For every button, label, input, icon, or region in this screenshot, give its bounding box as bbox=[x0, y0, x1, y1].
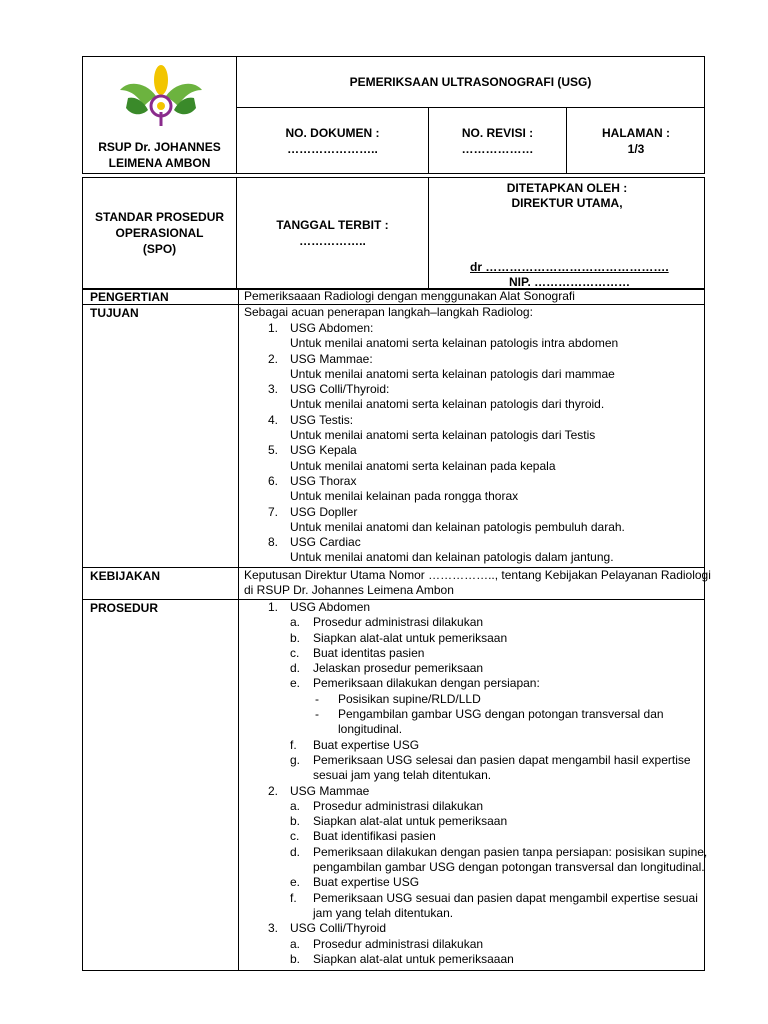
substep-letter: b. bbox=[290, 951, 301, 966]
nip-line: NIP. …………………… bbox=[509, 275, 631, 289]
item-number: 8. bbox=[267, 535, 278, 550]
item-title: USG Mammae: bbox=[290, 351, 373, 366]
tujuan-item-desc bbox=[0, 459, 705, 474]
halaman-cell bbox=[567, 108, 705, 174]
substep-letter: f. bbox=[290, 890, 297, 905]
tujuan-item-desc bbox=[0, 489, 705, 504]
tujuan-item-desc bbox=[0, 336, 705, 351]
pengertian-text: Pemeriksaaan Radiologi dengan menggunakan Alat Sonografi bbox=[244, 289, 575, 303]
pengertian-label: PENGERTIAN bbox=[90, 290, 169, 304]
tujuan-item bbox=[0, 443, 705, 458]
prosedur-row bbox=[0, 661, 705, 676]
substep-text: Jelaskan prosedur pemeriksaan bbox=[313, 661, 484, 676]
step-number: 1. bbox=[267, 600, 278, 614]
item-description: Untuk menilai kelainan pada rongga thorax bbox=[290, 489, 519, 504]
prosedur-row bbox=[0, 692, 705, 707]
tujuan-item bbox=[0, 535, 705, 550]
bullet-text: longitudinal. bbox=[338, 722, 403, 737]
prosedur-row bbox=[0, 738, 705, 753]
substep-text: Buat identifikasi pasien bbox=[313, 829, 436, 844]
prosedur-row bbox=[0, 784, 705, 799]
no-revisi-value: ……………… bbox=[461, 142, 534, 156]
substep-text: Prosedur administrasi dilakukan bbox=[313, 798, 484, 813]
prosedur-row bbox=[0, 921, 705, 936]
substep-text: jam yang telah ditentukan. bbox=[313, 905, 454, 920]
no-dokumen-cell bbox=[237, 108, 428, 174]
substep-text: pengambilan gambar USG dengan potongan transversal dan longitudinal. bbox=[313, 860, 705, 875]
prosedur-row bbox=[0, 646, 705, 661]
step-title: USG Mammae bbox=[290, 783, 370, 798]
item-description: Untuk menilai anatomi serta kelainan patologis dari thyroid. bbox=[290, 397, 605, 412]
prosedur-row bbox=[0, 814, 705, 829]
hospital-name: RSUP Dr. JOHANNES LEIMENA AMBON bbox=[98, 140, 221, 170]
halaman-label: HALAMAN : bbox=[602, 126, 670, 140]
tujuan-item-desc bbox=[0, 520, 705, 535]
item-number: 6. bbox=[267, 473, 278, 488]
substep-text: Pemeriksaan dilakukan dengan persiapan: bbox=[313, 676, 540, 691]
bullet-text: Pengambilan gambar USG dengan potongan transversal dan bbox=[338, 707, 664, 722]
substep-text: Pemeriksaan dilakukan dengan pasien tanpa persiapan: posisikan supine, bbox=[313, 844, 708, 859]
item-number: 5. bbox=[267, 443, 278, 458]
prosedur-row bbox=[0, 753, 705, 768]
bullet-dash: - bbox=[315, 707, 319, 722]
substep-text: Siapkan alat-alat untuk pemeriksaan bbox=[313, 814, 508, 829]
tujuan-item-desc bbox=[0, 367, 705, 382]
prosedur-row bbox=[0, 799, 705, 814]
substep-text: Siapkan alat-alat untuk pemeriksaaan bbox=[313, 951, 514, 966]
kebijakan-label: KEBIJAKAN bbox=[90, 569, 161, 583]
substep-text: Buat expertise USG bbox=[313, 737, 420, 752]
substep-letter: a. bbox=[290, 798, 301, 813]
tujuan-intro: Sebagai acuan penerapan langkah–langkah Radiolog: bbox=[244, 305, 533, 319]
hospital-logo bbox=[116, 62, 206, 128]
bullet-text: Posisikan supine/RLD/LLD bbox=[338, 691, 481, 706]
tujuan-item-desc bbox=[0, 428, 705, 443]
bullet-dash: - bbox=[315, 691, 319, 706]
prosedur-row bbox=[0, 860, 705, 875]
substep-text: Prosedur administrasi dilakukan bbox=[313, 936, 484, 951]
substep-text: Pemeriksaan USG selesai dan pasien dapat mengambil hasil expertise bbox=[313, 752, 691, 767]
no-dokumen-value: ………………….. bbox=[287, 142, 378, 156]
substep-letter: f. bbox=[290, 737, 297, 752]
prosedur-row bbox=[0, 952, 705, 967]
no-dokumen-label: NO. DOKUMEN : bbox=[285, 126, 380, 140]
step-title: USG Abdomen bbox=[290, 600, 371, 614]
director-name-line: dr ………………………………………. bbox=[470, 260, 669, 274]
prosedur-row bbox=[0, 600, 705, 615]
tanggal-value: …………….. bbox=[299, 234, 366, 248]
substep-text: Buat identitas pasien bbox=[313, 645, 425, 660]
step-number: 2. bbox=[267, 783, 278, 798]
prosedur-row bbox=[0, 891, 705, 906]
item-description: Untuk menilai anatomi serta kelainan patologis dari mammae bbox=[290, 366, 615, 381]
kebijakan-text: Keputusan Direktur Utama Nomor …………….., tentang Kebijakan Pelayanan Radiologi bbox=[244, 568, 711, 582]
substep-letter: b. bbox=[290, 630, 301, 645]
item-description: Untuk menilai anatomi serta kelainan pada kepala bbox=[290, 458, 556, 473]
substep-text: sesuai jam yang telah ditentukan. bbox=[313, 768, 492, 783]
ditetapkan-line: DIREKTUR UTAMA, bbox=[511, 196, 623, 210]
substep-letter: c. bbox=[290, 645, 300, 660]
prosedur-row bbox=[0, 615, 705, 630]
item-description: Untuk menilai anatomi serta kelainan patologis dari Testis bbox=[290, 428, 596, 443]
item-title: USG Colli/Thyroid: bbox=[290, 382, 390, 397]
ditetapkan-line: DITETAPKAN OLEH : bbox=[506, 181, 628, 195]
substep-letter: a. bbox=[290, 615, 301, 630]
prosedur-label: PROSEDUR bbox=[90, 601, 159, 615]
substep-letter: e. bbox=[290, 875, 301, 890]
spo-cell bbox=[83, 178, 236, 288]
tujuan-item bbox=[0, 474, 705, 489]
tujuan-list bbox=[0, 321, 705, 566]
item-number: 4. bbox=[267, 412, 278, 427]
tanggal-cell bbox=[237, 178, 428, 288]
prosedur-row bbox=[0, 768, 705, 783]
prosedur-row bbox=[0, 875, 705, 890]
tujuan-item bbox=[0, 352, 705, 367]
item-title: USG Thorax bbox=[290, 473, 357, 488]
step-number: 3. bbox=[267, 921, 278, 936]
spo-line: STANDAR PROSEDUR bbox=[94, 210, 225, 224]
prosedur-row bbox=[0, 906, 705, 921]
item-title: USG Abdomen: bbox=[290, 321, 374, 335]
tujuan-item bbox=[0, 382, 705, 397]
tujuan-item bbox=[0, 413, 705, 428]
item-title: USG Testis: bbox=[290, 412, 354, 427]
step-title: USG Colli/Thyroid bbox=[290, 921, 387, 936]
item-title: USG Dopller bbox=[290, 504, 358, 519]
prosedur-row bbox=[0, 937, 705, 952]
tujuan-item-desc bbox=[0, 550, 705, 565]
substep-text: Pemeriksaan USG sesuai dan pasien dapat mengambil expertise sesuai bbox=[313, 890, 698, 905]
substep-letter: g. bbox=[290, 752, 301, 767]
spo-line: (SPO) bbox=[142, 242, 177, 256]
item-description: Untuk menilai anatomi dan kelainan patologis pembuluh darah. bbox=[290, 519, 625, 534]
tanggal-label: TANGGAL TERBIT : bbox=[276, 218, 389, 232]
tujuan-item bbox=[0, 505, 705, 520]
tujuan-label: TUJUAN bbox=[90, 306, 139, 320]
substep-letter: d. bbox=[290, 661, 301, 676]
prosedur-row bbox=[0, 844, 708, 860]
prosedur-row bbox=[0, 707, 705, 722]
prosedur-list bbox=[0, 600, 708, 967]
prosedur-row bbox=[0, 676, 705, 691]
spo-line: OPERASIONAL bbox=[115, 226, 204, 240]
item-description: Untuk menilai anatomi serta kelainan patologis intra abdomen bbox=[290, 336, 619, 351]
prosedur-row bbox=[0, 829, 705, 844]
substep-letter: d. bbox=[290, 844, 301, 859]
prosedur-row bbox=[0, 631, 705, 646]
no-revisi-label: NO. REVISI : bbox=[461, 126, 534, 140]
halaman-value: 1/3 bbox=[627, 142, 645, 156]
substep-letter: a. bbox=[290, 936, 301, 951]
substep-letter: e. bbox=[290, 676, 301, 691]
tujuan-item-desc bbox=[0, 397, 705, 412]
item-number: 1. bbox=[267, 321, 278, 335]
substep-text: Buat expertise USG bbox=[313, 875, 420, 890]
substep-text: Prosedur administrasi dilakukan bbox=[313, 615, 484, 630]
item-description: Untuk menilai anatomi dan kelainan patologis dalam jantung. bbox=[290, 550, 614, 565]
item-number: 2. bbox=[267, 351, 278, 366]
substep-letter: b. bbox=[290, 814, 301, 829]
item-number: 3. bbox=[267, 382, 278, 397]
substep-letter: c. bbox=[290, 829, 300, 844]
item-number: 7. bbox=[267, 504, 278, 519]
item-title: USG Cardiac bbox=[290, 535, 361, 550]
prosedur-row bbox=[0, 722, 705, 737]
no-revisi-cell bbox=[429, 108, 566, 174]
tujuan-item bbox=[0, 321, 705, 336]
document-title: PEMERIKSAAN ULTRASONOGRAFI (USG) bbox=[349, 75, 592, 89]
kebijakan-text: di RSUP Dr. Johannes Leimena Ambon bbox=[244, 583, 454, 597]
item-title: USG Kepala bbox=[290, 443, 357, 458]
substep-text: Siapkan alat-alat untuk pemeriksaan bbox=[313, 630, 508, 645]
